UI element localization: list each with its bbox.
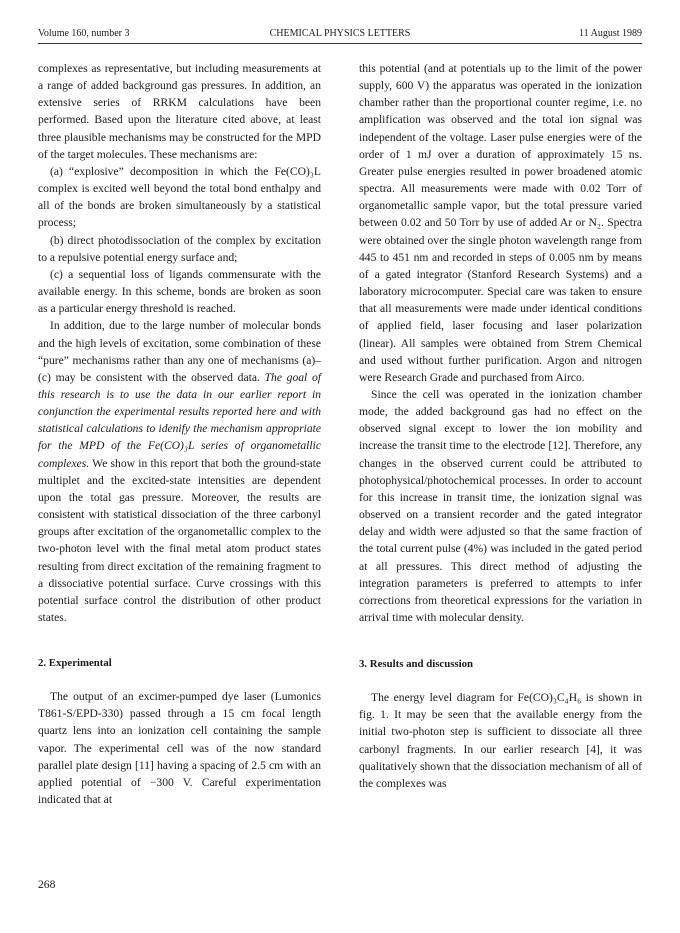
paragraph-energy-diagram: The energy level diagram for Fe(CO)₃C₄H₆ is shown in fig. 1. It may be seen that the available energy from the initial two-photon step is sufficient to dissociate all three carbonyl fragments. In our earlier research [4], it was qualitatively shown that the dissociation mechanism of all of the complexes was <box>359 691 642 790</box>
paragraph-apparatus-continued: this potential (and at potentials up to the limit of the power supply, 600 V) the apparatus was operated in the ionization chamber rather than the proportional counter regime, i.e. no amplification was observed and the total ion signal was independent of the voltage. Laser pulse energies were of the order of 1 mJ over a duration of approximately 15 ns. Greater pulse energies resulted in power broadened atomic spectra. All measurements were made with 0.02 Torr of organometallic sample vapor, but the total pressure varied between 0.02 and 50 Torr by use of added Ar or N₂. Spectra were obtained over the single photon wavelength range from 445 to 451 nm and recorded in steps of 0.005 nm by means of a gated integrator (Stanford Research Systems) and a laboratory microcomputer. Special care was taken to ensure that all measurements were made under identical conditions of applied field, laser focusing and laser polarization (linear). All samples were obtained from Strem Chemical and used without further purification. Argon and nitrogen were Research Grade and purchased from Airco. <box>359 62 642 384</box>
mechanism-b: (b) direct photodissociation of the complex by excitation to a repulsive potential energy surface and; <box>38 233 321 264</box>
goal-lead-text: In addition, due to the large number of molecular bonds and the high levels of excitation, some combination of these “pure” mechanisms rather than any one of mechanisms (a)–(c) may be consistent with the observed data. <box>38 319 321 384</box>
paragraph-ionization-mode: Since the cell was operated in the ionization chamber mode, the added background gas had no effect on the observed signal except to lower the ion mobility and increase the transit time to the electrode [12]. Therefore, any changes in the observed current could be attributed to photophysical/photochemical processes. In order to account for this increase in transit time, the ionization signal was observed on a transient recorder and the gated integrator delay and width were adjusted so that the same fraction of the total current pulse (4%) was included in the gated period at all pressures. This direct method of adjusting the integration parameters is preferred to attempts to infer corrections from theoretical expressions for the variation in arrival time with molecular density. <box>359 387 642 624</box>
goal-tail-text: We show in this report that both the ground-state multiplet and the excited-state intensities are dependent upon the total gas pressure. Moreover, the results are consistent with statistical dissociation of the three carbonyl groups after excitation of the organometallic complex to the two-photon level with the final metal atom product states resulting from direct excitation of the remaining fragment to a dissociative potential surface. Curve crossings with this potential surface control the distribution of other product states. <box>38 456 321 624</box>
section-heading-results: 3. Results and discussion <box>359 658 474 671</box>
page-number: 268 <box>38 878 56 891</box>
volume-number: Volume 160, number 3 <box>38 27 130 39</box>
paragraph-research-goal <box>38 317 321 626</box>
running-header <box>38 26 642 40</box>
left-column <box>38 60 321 808</box>
issue-date: 11 August 1989 <box>579 27 642 39</box>
goal-italic-text: The goal of this research is to use the data in our earlier report in conjunction the experimental results reported here and with statistical calculations to idenify the mechanism appropriate for the MPD of the Fe(CO)₃L series of organometallic complexes. <box>38 370 321 470</box>
paragraph-experimental-setup: The output of an excimer-pumped dye laser (Lumonics T861-S/EPD-330) passed through a 15 cm focal length quartz lens into an ionization cell containing the sample vapor. The experimental cell was of the now standard parallel plate design [11] having a spacing of 2.5 cm with an applied potential of −300 V. Careful experimentation indicated that at <box>38 690 321 807</box>
journal-title: CHEMICAL PHYSICS LETTERS <box>269 27 411 39</box>
right-column <box>359 60 642 792</box>
header-rule <box>38 43 642 44</box>
mechanism-c: (c) a sequential loss of ligands commensurate with the available energy. In this scheme, bonds are broken as soon as a particular energy threshold is reached. <box>38 267 321 316</box>
paragraph-intro-continued: complexes as representative, but including measurements at a range of added background gas pressures. In addition, an extensive series of RRKM calculations have been performed. Based upon the literature cited above, at least three plausible mechanisms may be constructed for the MPD of the target molecules. These mechanisms are: <box>38 62 321 161</box>
section-heading-experimental: 2. Experimental <box>38 657 112 670</box>
mechanism-a: (a) “explosive” decomposition in which the Fe(CO)₃L complex is excited well beyond the total bond enthalpy and all of the bonds are broken simultaneously by a statistical process; <box>38 164 321 230</box>
